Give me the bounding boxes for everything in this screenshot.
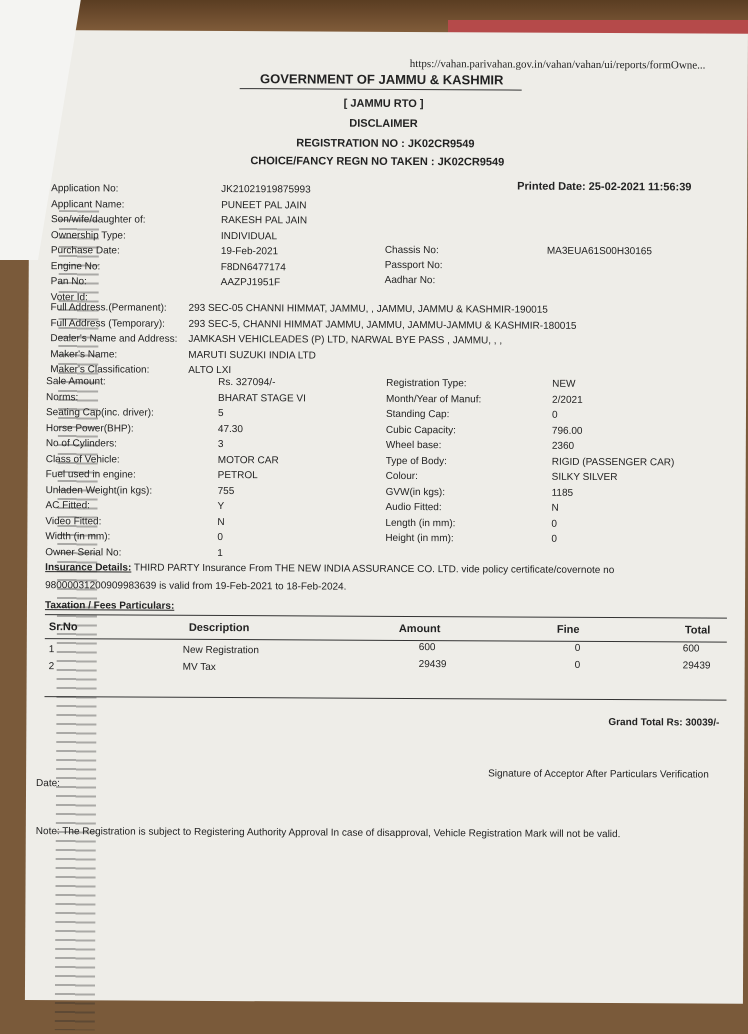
field-label: No of Cylinders: bbox=[45, 438, 118, 450]
field-value: PUNEET PAL JAIN bbox=[221, 199, 307, 211]
field-label: Aadhar No: bbox=[384, 274, 436, 287]
field-label: Horse Power(BHP): bbox=[45, 422, 134, 435]
field-label: Seating Cap(inc. driver): bbox=[45, 407, 154, 419]
fees-cell: MV Tax bbox=[182, 661, 216, 673]
field-value: RAKESH PAL JAIN bbox=[220, 215, 308, 227]
field-label: Full Address (Temporary): bbox=[50, 317, 165, 330]
fees-cell: New Registration bbox=[182, 644, 259, 657]
fancy-number: CHOICE/FANCY REGN NO TAKEN : JK02CR9549 bbox=[250, 155, 505, 169]
field-label: Purchase Date: bbox=[50, 245, 120, 257]
printed-date: Printed Date: 25-02-2021 11:56:39 bbox=[517, 180, 692, 194]
field-label: Class of Vehicle: bbox=[45, 453, 120, 465]
field-value: 2/2021 bbox=[552, 394, 583, 406]
field-label: Chassis No: bbox=[384, 244, 439, 257]
field-label: Dealer's Name and Address: bbox=[50, 333, 178, 345]
field-label: Colour: bbox=[385, 470, 418, 483]
field-value: BHARAT STAGE VI bbox=[218, 392, 306, 404]
field-value: 755 bbox=[217, 485, 235, 497]
field-value: N bbox=[551, 502, 559, 514]
insurance-line2: 98000031200909983639 is valid from 19-Feb-2021 to 18-Feb-2024. bbox=[45, 580, 347, 593]
field-label: GVW(in kgs): bbox=[385, 486, 446, 498]
field-value: N bbox=[217, 516, 225, 528]
rto-title: [ JAMMU RTO ] bbox=[343, 97, 424, 111]
field-value: RIGID (PASSENGER CAR) bbox=[551, 456, 675, 468]
field-value: 1 bbox=[217, 547, 223, 559]
field-value: 1185 bbox=[551, 487, 574, 499]
date-label: Date: bbox=[36, 778, 60, 790]
field-label: Month/Year of Manuf: bbox=[386, 393, 482, 405]
field-value: 796.00 bbox=[551, 425, 583, 437]
field-label: Ownership Type: bbox=[50, 229, 126, 242]
field-value: PETROL bbox=[217, 469, 258, 482]
fees-cell: 600 bbox=[418, 642, 436, 654]
fees-cell: 0 bbox=[574, 642, 581, 654]
field-value: 0 bbox=[551, 533, 557, 545]
field-value: NEW bbox=[552, 378, 576, 390]
field-label: Registration Type: bbox=[386, 377, 467, 390]
fees-column-header: Total bbox=[684, 624, 711, 637]
field-label: Son/wife/daughter of: bbox=[50, 214, 146, 226]
field-label: Applicant Name: bbox=[51, 198, 125, 210]
field-value: SILKY SILVER bbox=[551, 471, 618, 484]
document-page bbox=[25, 30, 748, 1004]
field-value: 293 SEC-05 CHANNI HIMMAT, JAMMU, , JAMMU, JAMMU & KASHMIR-190015 bbox=[188, 302, 548, 316]
insurance-details bbox=[45, 562, 614, 576]
field-value: MOTOR CAR bbox=[217, 454, 279, 466]
note-text bbox=[36, 826, 621, 840]
field-value: 0 bbox=[551, 409, 558, 421]
fees-column-header: Sr.No bbox=[48, 621, 78, 634]
field-label: Sale Amount: bbox=[46, 376, 106, 388]
field-label: Norms: bbox=[46, 391, 79, 403]
fees-cell: 2 bbox=[48, 661, 55, 673]
insurance-line1: THIRD PARTY Insurance From THE NEW INDIA ASSURANCE CO. LTD. vide policy certificate/covernote no bbox=[131, 562, 615, 577]
field-label: Standing Cap: bbox=[385, 408, 450, 421]
govt-title: GOVERNMENT OF JAMMU & KASHMIR bbox=[260, 71, 504, 88]
fees-column-header: Fine bbox=[556, 623, 580, 636]
field-value: 0 bbox=[217, 531, 223, 544]
note-label: Note: bbox=[35, 826, 60, 838]
fees-cell: 600 bbox=[682, 643, 700, 655]
field-value: 0 bbox=[551, 518, 558, 530]
fees-cell: 1 bbox=[48, 644, 55, 656]
field-label: Cubic Capacity: bbox=[385, 424, 456, 436]
field-label: Application No: bbox=[51, 183, 119, 195]
field-label: Unladen Weight(in kgs): bbox=[45, 484, 153, 497]
fees-column-header: Description bbox=[188, 621, 250, 635]
field-value: MA3EUA61S00H30165 bbox=[546, 245, 652, 258]
field-value: 2360 bbox=[551, 440, 575, 452]
fees-title: Taxation / Fees Particulars: bbox=[44, 600, 175, 612]
field-label: Passport No: bbox=[384, 259, 443, 272]
field-value: Y bbox=[217, 500, 225, 513]
field-value: 5 bbox=[217, 407, 224, 420]
signature-label: Signature of Acceptor After Particulars Verification bbox=[488, 768, 709, 781]
note-body: The Registration is subject to Registering Authority Approval In case of disapproval, Vehicle Registration Mark will not be valid. bbox=[59, 826, 621, 841]
fees-cell: 29439 bbox=[418, 659, 447, 671]
field-value: 3 bbox=[217, 438, 224, 451]
field-label: Type of Body: bbox=[385, 455, 447, 467]
field-value: AAZPJ1951F bbox=[220, 277, 281, 289]
field-label: Maker's Classification: bbox=[50, 364, 150, 376]
field-value: INDIVIDUAL bbox=[220, 230, 278, 242]
field-label: Video Fitted: bbox=[45, 515, 102, 527]
field-label: Audio Fitted: bbox=[385, 501, 442, 514]
field-value: MARUTI SUZUKI INDIA LTD bbox=[188, 349, 316, 362]
fees-cell: 29439 bbox=[682, 660, 711, 672]
fees-column-header: Amount bbox=[398, 622, 441, 636]
fees-cell: 0 bbox=[574, 659, 581, 671]
registration-number: REGISTRATION NO : JK02CR9549 bbox=[296, 137, 475, 151]
field-value: ALTO LXI bbox=[188, 364, 232, 377]
field-value: Rs. 327094/- bbox=[218, 376, 276, 389]
field-label: Full Address.(Permanent): bbox=[50, 302, 167, 314]
field-value: 19-Feb-2021 bbox=[220, 246, 279, 258]
disclaimer-title: DISCLAIMER bbox=[349, 117, 418, 131]
field-label: Engine No: bbox=[50, 260, 101, 272]
url-text: https://vahan.parivahan.gov.in/vahan/vahan/ui/reports/formOwne... bbox=[409, 57, 706, 72]
field-label: Length (in mm): bbox=[385, 517, 456, 529]
field-value: 47.30 bbox=[217, 423, 243, 435]
field-label: Owner Serial No: bbox=[45, 546, 122, 558]
field-label: Fuel used in engine: bbox=[45, 469, 136, 481]
field-value: JK21021919875993 bbox=[221, 184, 311, 196]
field-label: Pan No: bbox=[50, 276, 87, 288]
field-label: AC Fitted: bbox=[45, 500, 91, 512]
insurance-label: Insurance Details: bbox=[45, 562, 132, 574]
field-label: Wheel base: bbox=[385, 439, 442, 452]
field-value: JAMKASH VEHICLEADES (P) LTD, NARWAL BYE PASS , JAMMU, , , bbox=[188, 333, 503, 347]
grand-total: Grand Total Rs: 30039/- bbox=[608, 717, 720, 729]
field-label: Height (in mm): bbox=[385, 532, 454, 545]
field-label: Voter Id: bbox=[50, 291, 88, 303]
field-value: 293 SEC-5, CHANNI HIMMAT JAMMU, JAMMU, JAMMU-JAMMU & KASHMIR-180015 bbox=[188, 318, 577, 332]
field-value: F8DN6477174 bbox=[220, 261, 286, 273]
field-label: Width (in mm): bbox=[45, 531, 111, 543]
field-label: Maker's Name: bbox=[50, 348, 118, 360]
